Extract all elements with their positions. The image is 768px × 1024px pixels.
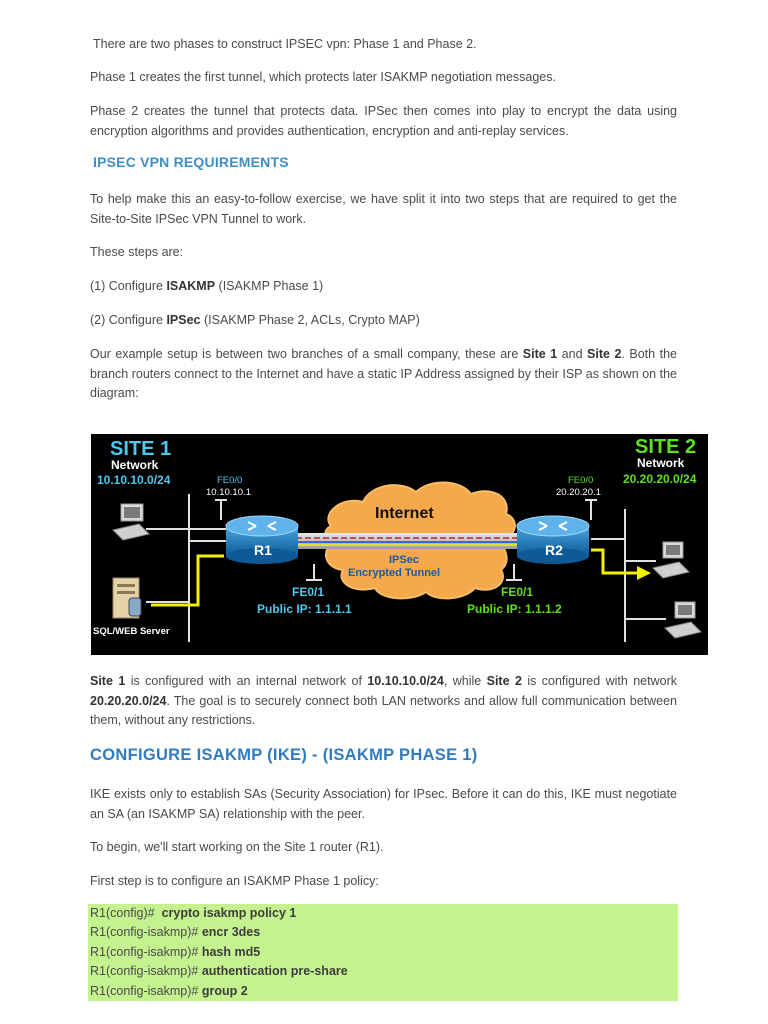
site2-title: SITE 2: [635, 436, 697, 458]
steps-intro: These steps are:: [90, 245, 184, 259]
r2-public-ip: Public IP: 1.1.1.2: [467, 602, 562, 616]
r2-fe00-ip: 20.20.20.1: [556, 487, 601, 498]
tunnel-label-2: Encrypted Tunnel: [348, 567, 441, 579]
intro-paragraph-1: There are two phases to construct IPSEC vpn: Phase 1 and Phase 2.: [93, 37, 477, 51]
r2-fe00-label: FE0/0: [568, 475, 594, 486]
section-heading-requirements: IPSEC VPN REQUIREMENTS: [93, 154, 289, 170]
r1-label: R1: [254, 542, 272, 558]
r1-fe00-ip: 10.10.10.1: [206, 487, 251, 498]
code-line: R1(config-isakmp)# hash md5: [90, 944, 261, 959]
r2-fe01-label: FE0/1: [501, 585, 534, 599]
intro-paragraph-2: Phase 1 creates the first tunnel, which protects later ISAKMP negotiation messages.: [90, 70, 556, 84]
pc-icon: [113, 504, 149, 540]
r1-fe00-label: FE0/0: [217, 475, 243, 486]
ipsec-tunnel: [296, 533, 531, 549]
r1-fe01-label: FE0/1: [292, 585, 325, 599]
site1-network: 10.10.10.0/24: [97, 473, 171, 487]
requirements-paragraph: To help make this an easy-to-follow exercise, we have split it into two steps that are required to get the Site-to-Site IPSec VPN Tunnel to work.: [90, 192, 677, 226]
server-icon: [113, 578, 141, 618]
network-description: Site 1 is configured with an internal network of 10.10.10.0/24, while Site 2 is configured with network 20.20.20.0/24. The goal is to securely connect both LAN networks and allow full communication between them, without any restrictions.: [90, 674, 677, 727]
pc-icon: [653, 542, 689, 578]
step-1: (1) Configure ISAKMP (ISAKMP Phase 1): [90, 279, 324, 293]
code-line: R1(config)# crypto isakmp policy 1: [90, 906, 297, 920]
site1-network-label: Network: [111, 458, 159, 472]
pc-icon: [665, 602, 701, 638]
setup-paragraph: Our example setup is between two branches of a small company, these are Site 1 and Site 2. Both the branch routers connect to the Internet and have a static IP Address assigned by their ISP as shown on the diagram:: [90, 347, 677, 400]
server-label: SQL/WEB Server: [93, 626, 170, 637]
site2-network: 20.20.20.0/24: [623, 472, 697, 486]
site2-network-label: Network: [637, 456, 685, 470]
first-step-paragraph: First step is to configure an ISAKMP Phase 1 policy:: [90, 874, 379, 888]
step-2: (2) Configure IPSec (ISAKMP Phase 2, ACLs, Crypto MAP): [90, 313, 420, 327]
code-line: R1(config-isakmp)# encr 3des: [90, 925, 261, 940]
code-line: R1(config-isakmp)# group 2: [90, 983, 248, 998]
r1-public-ip: Public IP: 1.1.1.1: [257, 602, 352, 616]
code-block: [88, 904, 678, 1001]
site2-lan-lines: [591, 509, 666, 642]
ike-paragraph: IKE exists only to establish SAs (Security Association) for IPsec. Before it can do this, IKE must negotiate an SA (an ISAKMP SA) relationship with the peer.: [90, 787, 677, 821]
code-line: R1(config-isakmp)# authentication pre-share: [90, 964, 348, 979]
site1-lan-lines: [146, 494, 226, 642]
internet-label: Internet: [375, 505, 434, 522]
r2-label: R2: [545, 542, 563, 558]
tunnel-label-1: IPSec: [389, 554, 419, 566]
section-heading-isakmp: CONFIGURE ISAKMP (IKE) - (ISAKMP PHASE 1): [90, 746, 478, 764]
network-diagram: [91, 434, 708, 655]
begin-paragraph: To begin, we'll start working on the Site 1 router (R1).: [90, 840, 384, 854]
site1-title: SITE 1: [110, 438, 172, 460]
intro-paragraph-3: Phase 2 creates the tunnel that protects data. IPSec then comes into play to encrypt the data using encryption algorithms and provides authentication, encryption and anti-replay services.: [90, 104, 677, 138]
